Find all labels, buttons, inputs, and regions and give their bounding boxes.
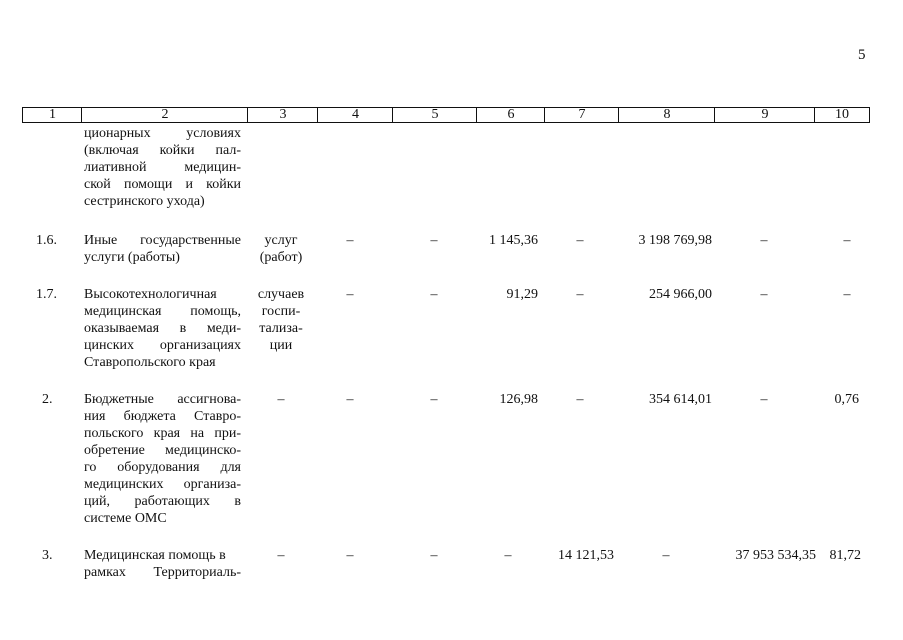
row-name-line: цинских организациях xyxy=(84,338,241,353)
cell-col8: 3 198 769,98 xyxy=(638,233,712,248)
cell-col7: – xyxy=(576,287,584,302)
cell-col10: – xyxy=(843,287,851,302)
header-cell-3: 3 xyxy=(247,107,318,123)
cell-col6: 126,98 xyxy=(499,392,538,407)
row-name-line: Медицинская помощь в xyxy=(84,548,226,563)
header-cell-9: 9 xyxy=(714,107,815,123)
page-number: 5 xyxy=(858,47,866,63)
row-name-line: ния бюджета Ставро- xyxy=(84,409,241,424)
cell-col4: – xyxy=(346,548,354,563)
row-unit-line: случаев xyxy=(257,287,305,302)
row-name xyxy=(84,391,241,527)
header-cell-8: 8 xyxy=(618,107,715,123)
row-name xyxy=(84,286,241,371)
row-name-line: услуги (работы) xyxy=(84,250,180,265)
row-number: 1.7. xyxy=(36,287,57,302)
header-cell-2: 2 xyxy=(81,107,248,123)
cell-col4: – xyxy=(346,287,354,302)
row-number: 2. xyxy=(42,392,53,407)
row-name-line: го оборудования для xyxy=(84,460,241,475)
cell-col7: – xyxy=(576,392,584,407)
row-name-line: Иные государственные xyxy=(84,233,241,248)
row-unit xyxy=(250,286,312,354)
row-unit-line: ции xyxy=(269,338,293,353)
row-name-line: обретение медицинско- xyxy=(84,443,241,458)
row-name-line: ций, работающих в xyxy=(84,494,241,509)
row-unit: – xyxy=(277,548,285,563)
row-name-line: оказываемая в меди- xyxy=(84,321,241,336)
header-cell-7: 7 xyxy=(544,107,619,123)
table-header-row xyxy=(22,107,870,123)
cell-col7: – xyxy=(576,233,584,248)
header-cell-5: 5 xyxy=(392,107,477,123)
header-cell-4: 4 xyxy=(317,107,393,123)
cell-col5: – xyxy=(430,287,438,302)
cell-col5: – xyxy=(430,233,438,248)
cell-col5: – xyxy=(430,392,438,407)
row-name-line: польского края на при- xyxy=(84,426,241,441)
row-name-line: системе ОМС xyxy=(84,511,167,526)
cell-col9: – xyxy=(760,392,768,407)
cell-col9: – xyxy=(760,287,768,302)
row-unit-line: (работ) xyxy=(259,250,303,265)
continued-text-line: лиативной медицин- xyxy=(84,160,241,175)
row-name xyxy=(84,547,241,581)
row-name xyxy=(84,232,241,266)
cell-col6: – xyxy=(504,548,512,563)
row-name-line: Высокотехнологичная xyxy=(84,287,217,302)
row-unit: – xyxy=(277,392,285,407)
row-name-line: рамках Территориаль- xyxy=(84,565,241,580)
row-number: 1.6. xyxy=(36,233,57,248)
row-unit xyxy=(250,232,312,266)
continued-text-line: сестринского ухода) xyxy=(84,194,205,209)
cell-col7: 14 121,53 xyxy=(558,548,614,563)
row-unit-line: услуг xyxy=(264,233,298,248)
cell-col4: – xyxy=(346,233,354,248)
row-name-line: Ставропольского края xyxy=(84,355,216,370)
cell-col6: 1 145,36 xyxy=(489,233,538,248)
cell-col9: 37 953 534,35 xyxy=(735,548,816,563)
cell-col9: – xyxy=(760,233,768,248)
row-unit-line: тализа- xyxy=(259,321,303,336)
continued-row-name xyxy=(84,125,241,210)
cell-col5: – xyxy=(430,548,438,563)
header-cell-10: 10 xyxy=(814,107,870,123)
continued-text-line: (включая койки пал- xyxy=(84,143,241,158)
row-name-line: медицинская помощь, xyxy=(84,304,241,319)
row-name-line: медицинских организа- xyxy=(84,477,241,492)
cell-col10: 81,72 xyxy=(829,548,861,563)
header-cell-1: 1 xyxy=(22,107,82,123)
cell-col8: 254 966,00 xyxy=(649,287,712,302)
row-name-line: Бюджетные ассигнова- xyxy=(84,392,241,407)
cell-col6: 91,29 xyxy=(506,287,538,302)
cell-col10: – xyxy=(843,233,851,248)
cell-col8: 354 614,01 xyxy=(649,392,712,407)
cell-col10: 0,76 xyxy=(834,392,859,407)
cell-col4: – xyxy=(346,392,354,407)
continued-text-line: ской помощи и койки xyxy=(84,177,241,192)
row-number: 3. xyxy=(42,548,53,563)
continued-text-line: ционарных условиях xyxy=(84,126,241,141)
header-cell-6: 6 xyxy=(476,107,545,123)
cell-col8: – xyxy=(662,548,670,563)
row-unit-line: госпи- xyxy=(261,304,301,319)
